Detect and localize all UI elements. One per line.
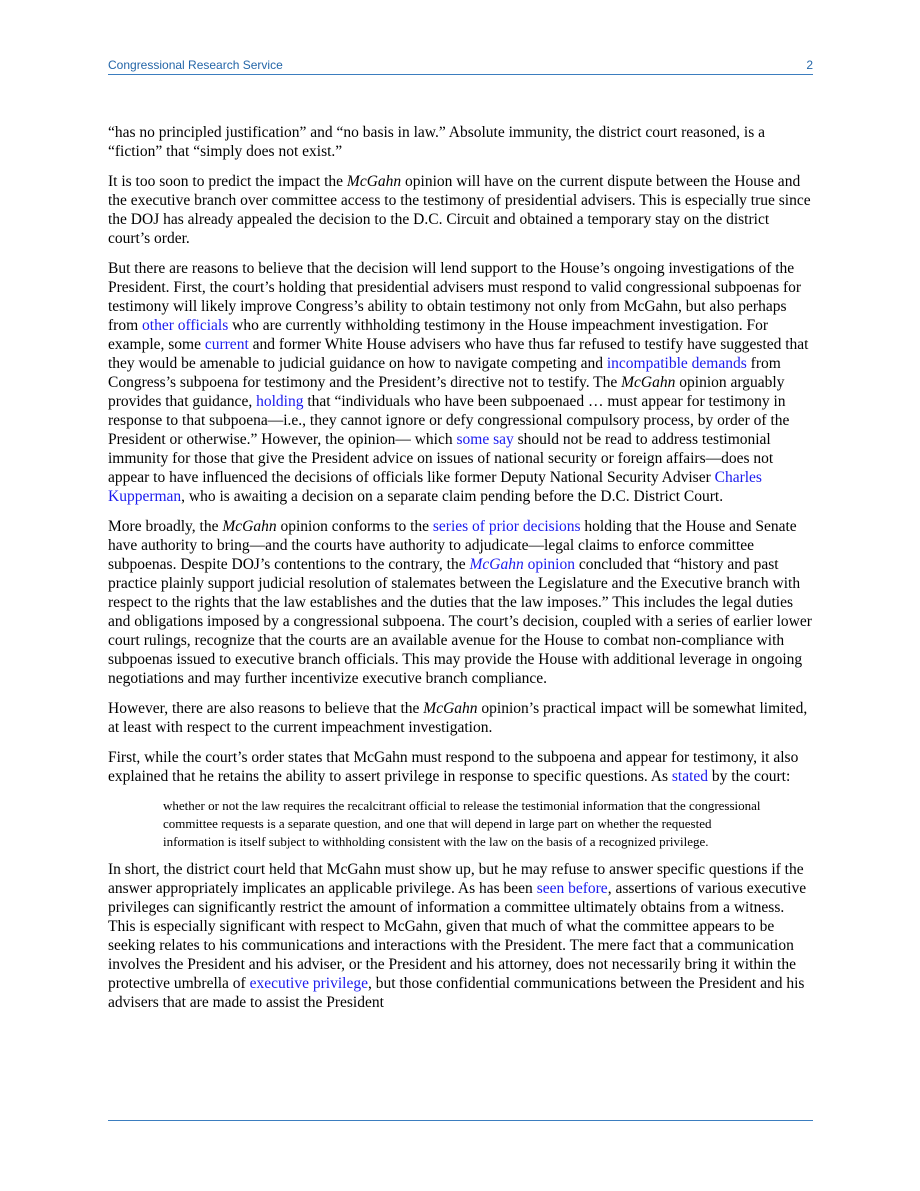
case-name-italic: McGahn [621, 374, 676, 391]
paragraph-4 [108, 517, 813, 688]
block-quote [163, 797, 763, 851]
link-mcgahn-italic: McGahn [469, 556, 524, 573]
text-run: by the court: [708, 768, 791, 785]
text-run: and former White House advisers who have thus far refused to testify have suggested that they would be amenable to judicial guidance on how to navigate competing and [108, 336, 809, 372]
paragraph-7 [108, 860, 813, 1012]
paragraph-5 [108, 699, 813, 737]
paragraph-6 [108, 748, 813, 786]
page-header [108, 58, 813, 75]
link-current[interactable]: current [204, 336, 249, 353]
case-name-italic: McGahn [423, 700, 478, 717]
text-run: opinion’s practical impact will be somewhat limited, at least with respect to the current impeachment investigation. [108, 700, 808, 736]
link-executive-privilege[interactable]: executive privilege [249, 975, 368, 992]
header-org-name: Congressional Research Service [108, 58, 283, 72]
text-run: should not be read to address testimonial immunity for those that give the President advice on issues of national security or foreign affairs—does not appear to have influenced the decisions of officials like former Deputy National Security Adviser [108, 431, 774, 486]
paragraph-2 [108, 172, 813, 248]
text-run: from Congress’s subpoena for testimony and the President’s directive not to testify. The [108, 355, 781, 391]
text-run: But there are reasons to believe that the decision will lend support to the House’s ongoing investigations of the President. First, the court’s holding that presidential advisers must respond to valid congressional subpoenas for testimony will likely improve Congress’s ability to obtain testimony not only from McGahn, but also perhaps from [108, 260, 802, 334]
body-text [108, 123, 813, 1023]
text-run: , who is awaiting a decision on a separate claim pending before the D.C. District Court. [181, 488, 724, 505]
footer-divider [108, 1120, 813, 1121]
text-run: , assertions of various executive privileges can significantly restrict the amount of information a committee ultimately obtains from a witness. This is especially significant with respect to McGahn, given that much of what the committee appears to be seeking relates to his communications and interactions with the President. The mere fact that a communication involves the President and his adviser, or the President and his attorney, does not necessarily bring it within the protective umbrella of [108, 880, 807, 992]
text-run: , but those confidential communications between the President and his advisers that are made to assist the President [108, 975, 805, 1011]
paragraph-1 [108, 123, 813, 161]
header-page-number: 2 [806, 58, 813, 72]
text-run: opinion will have on the current dispute between the House and the executive branch over committee access to the testimony of presidential advisers. This is especially true since the DOJ has already appealed the decision to the D.C. Circuit and obtained a temporary stay on the district court’s order. [108, 173, 811, 247]
link-incompatible-demands[interactable]: incompatible demands [606, 355, 747, 372]
paragraph-3 [108, 259, 813, 506]
text-run: More broadly, the [108, 518, 223, 535]
text-run: concluded that “history and past practice plainly support judicial resolution of stalemates between the Legislature and the Executive branch with respect to the rights that the law establishes and the duties that the law imposes.” This includes the legal duties and obligations imposed by a congressional subpoena. The court’s decision, coupled with a series of earlier lower court rulings, recognize that the courts are an available avenue for the House to combat non-compliance with subpoenas issued to executive branch officials. This may provide the House with additional leverage in ongoing negotiations and may further incentivize executive branch compliance. [108, 556, 812, 687]
case-name-italic: McGahn [222, 518, 277, 535]
link-opinion-text: opinion [523, 556, 575, 573]
case-name-italic: McGahn [346, 173, 402, 190]
link-stated[interactable]: stated [671, 768, 709, 785]
link-mcgahn-opinion[interactable] [469, 556, 575, 573]
link-series-of-prior-decisions[interactable]: series of prior decisions [432, 518, 581, 535]
link-some-say[interactable]: some say [456, 431, 514, 448]
quote-text: whether or not the law requires the recalcitrant official to release the testimonial information that the congressional committee requests is a separate question, and one that will depend in large part on whether the requested information is itself subject to withholding consistent with the law on the basis of a recognized privilege. [163, 798, 761, 849]
link-other-officials[interactable]: other officials [142, 317, 229, 334]
text-run: that “individuals who have been subpoenaed … must appear for testimony in response to that subpoena—i.e., they cannot ignore or defy congressional compulsory process, by order of the President or otherwise.” However, the opinion— which [108, 393, 790, 448]
text-run: opinion arguably provides that guidance, [108, 374, 785, 410]
text-run: First, while the court’s order states that McGahn must respond to the subpoena and appear for testimony, it also explained that he retains the ability to assert privilege in response to specific questions. As [108, 749, 799, 785]
text-run: who are currently withholding testimony in the House impeachment investigation. For example, some [108, 317, 769, 353]
text-run: In short, the district court held that McGahn must show up, but he may refuse to answer specific questions if the answer appropriately implicates an applicable privilege. As has been [108, 861, 804, 897]
text-run: opinion conforms to the [276, 518, 433, 535]
text-run: It is too soon to predict the impact the [108, 173, 347, 190]
link-charles-kupperman[interactable]: Charles Kupperman [108, 469, 762, 505]
text-run: holding that the House and Senate have authority to bring—and the courts have authority to adjudicate—legal claims to enforce committee subpoenas. Despite DOJ’s contentions to the contrary, the [108, 518, 797, 573]
link-seen-before[interactable]: seen before [536, 880, 608, 897]
link-holding[interactable]: holding [256, 393, 304, 410]
text-run: “has no principled justification” and “no basis in law.” Absolute immunity, the district court reasoned, is a “fiction” that “simply does not exist.” [108, 124, 766, 160]
text-run: However, there are also reasons to believe that the [108, 700, 424, 717]
